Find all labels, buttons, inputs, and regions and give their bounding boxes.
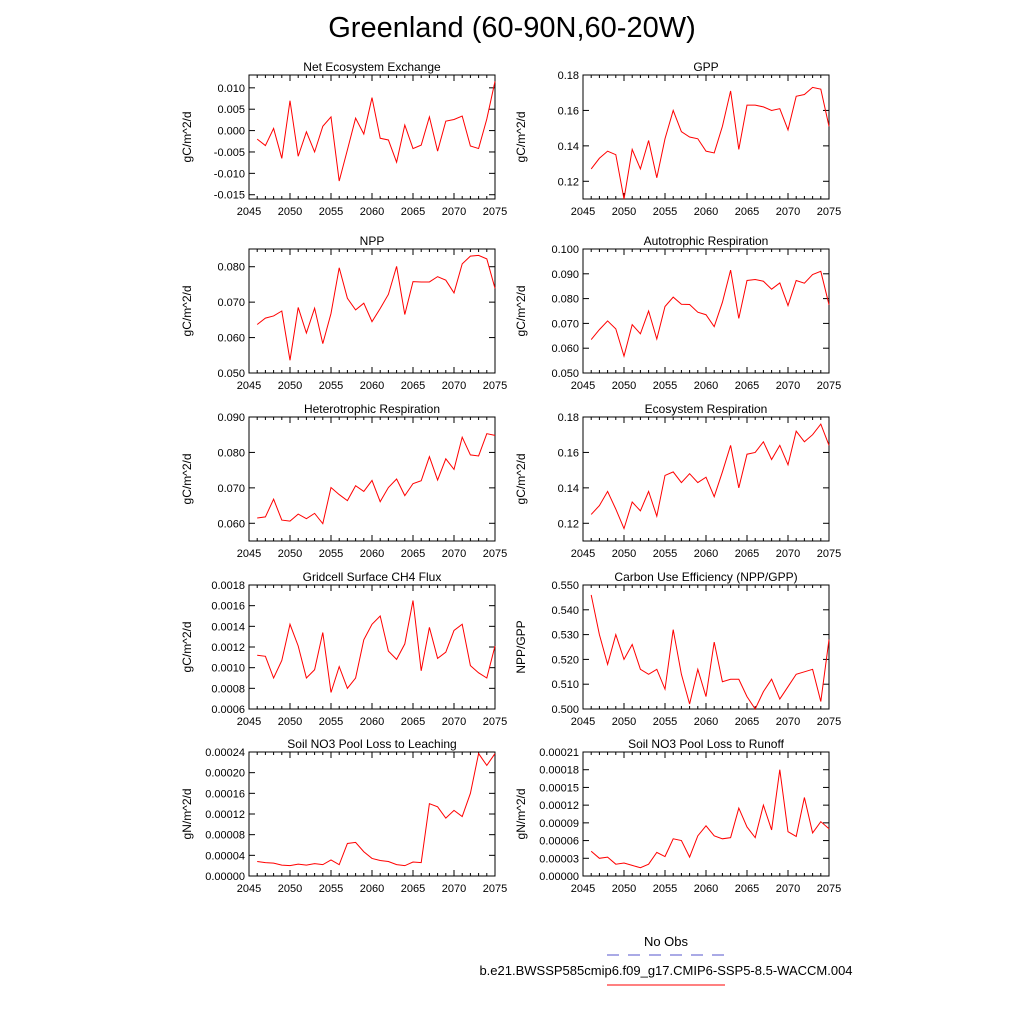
y-tick-label: 0.12: [557, 176, 579, 189]
x-tick-label: 2075: [816, 206, 842, 218]
x-tick-label: 2065: [400, 380, 426, 392]
x-tick-label: 2060: [693, 548, 719, 560]
y-tick-label: 0.090: [217, 412, 245, 424]
y-tick-label: 0.0018: [211, 580, 245, 592]
x-tick-label: 2050: [611, 548, 637, 560]
y-tick-label: 0.060: [551, 343, 579, 356]
chart-panel: [514, 402, 841, 560]
x-tick-label: 2070: [441, 548, 467, 560]
x-tick-label: 2045: [570, 883, 596, 895]
y-tick-label: 0.550: [551, 580, 579, 592]
y-tick-label: 0.0006: [211, 704, 245, 716]
series-line: [257, 754, 495, 866]
x-tick-label: 2075: [482, 883, 508, 895]
y-tick-label: 0.070: [551, 318, 579, 331]
panel-title: Carbon Use Efficiency (NPP/GPP): [614, 570, 798, 584]
x-tick-label: 2075: [816, 716, 842, 728]
y-tick-label: 0.080: [217, 447, 245, 460]
y-tick-label: 0.000: [217, 125, 245, 138]
figure-title: Greenland (60-90N,60-20W): [328, 12, 696, 44]
panel-title: GPP: [693, 60, 719, 74]
chart-panel: [180, 570, 507, 728]
x-tick-label: 2055: [318, 206, 344, 218]
y-tick-label: 0.00020: [205, 767, 245, 780]
y-tick-label: 0.00015: [539, 782, 579, 795]
series-line: [591, 595, 829, 709]
y-tick-label: 0.00012: [539, 800, 579, 813]
chart-panel: [180, 234, 507, 392]
y-axis-label: gN/m^2/d: [514, 788, 528, 840]
x-tick-label: 2075: [482, 206, 508, 218]
x-tick-label: 2050: [277, 548, 303, 560]
y-axis-label: gN/m^2/d: [180, 788, 194, 840]
x-tick-label: 2045: [236, 883, 262, 895]
x-tick-label: 2060: [693, 716, 719, 728]
y-tick-label: 0.00008: [205, 829, 245, 842]
x-tick-label: 2070: [775, 883, 801, 895]
x-tick-label: 2045: [236, 380, 262, 392]
x-tick-label: 2060: [693, 380, 719, 392]
x-tick-label: 2065: [400, 206, 426, 218]
x-tick-label: 2050: [277, 206, 303, 218]
x-tick-label: 2055: [652, 716, 678, 728]
y-axis-label: gC/m^2/d: [180, 111, 194, 163]
chart-panel: [514, 234, 841, 392]
y-tick-label: 0.00000: [205, 871, 245, 883]
y-axis-label: gC/m^2/d: [180, 285, 194, 337]
y-tick-label: 0.090: [551, 268, 579, 281]
series-line: [257, 601, 495, 693]
y-tick-label: 0.050: [217, 368, 245, 380]
panel-title: Ecosystem Respiration: [644, 402, 768, 416]
y-tick-label: 0.00006: [539, 835, 579, 848]
x-tick-label: 2075: [816, 883, 842, 895]
y-tick-label: 0.00004: [205, 850, 245, 863]
x-tick-label: 2070: [775, 380, 801, 392]
x-tick-label: 2055: [318, 548, 344, 560]
panel-title: Heterotrophic Respiration: [303, 402, 441, 416]
x-tick-label: 2075: [816, 548, 842, 560]
x-tick-label: 2045: [236, 716, 262, 728]
panel-title: Soil NO3 Pool Loss to Leaching: [287, 737, 457, 751]
y-axis-label: gC/m^2/d: [514, 285, 528, 337]
series-line: [257, 81, 495, 181]
x-tick-label: 2065: [400, 883, 426, 895]
x-tick-label: 2055: [652, 380, 678, 392]
plot-frame: [583, 249, 829, 373]
plot-frame: [583, 752, 829, 876]
y-axis-label: NPP/GPP: [514, 620, 528, 674]
x-tick-label: 2075: [816, 380, 842, 392]
y-tick-label: 0.540: [551, 604, 579, 617]
x-tick-label: 2055: [652, 206, 678, 218]
legend: [479, 934, 852, 985]
plot-frame: [249, 75, 495, 199]
y-tick-label: 0.0016: [211, 600, 245, 613]
y-tick-label: 0.500: [551, 704, 579, 716]
chart-panel: [514, 570, 841, 728]
series-line: [591, 770, 829, 868]
x-tick-label: 2060: [359, 716, 385, 728]
y-tick-label: 0.100: [551, 244, 579, 256]
x-tick-label: 2050: [611, 206, 637, 218]
y-tick-label: 0.18: [557, 412, 579, 424]
panel-title: Net Ecosystem Exchange: [303, 60, 441, 74]
y-tick-label: 0.510: [551, 679, 579, 692]
x-tick-label: 2045: [570, 380, 596, 392]
x-tick-label: 2070: [775, 716, 801, 728]
x-tick-label: 2050: [277, 380, 303, 392]
y-tick-label: 0.14: [557, 482, 579, 495]
x-tick-label: 2065: [734, 206, 760, 218]
y-tick-label: 0.005: [217, 104, 245, 117]
panel-title: Autotrophic Respiration: [643, 234, 769, 248]
series-line: [591, 270, 829, 356]
x-tick-label: 2075: [482, 380, 508, 392]
x-tick-label: 2075: [482, 548, 508, 560]
x-tick-label: 2060: [359, 883, 385, 895]
plot-frame: [583, 75, 829, 199]
x-tick-label: 2065: [734, 883, 760, 895]
x-tick-label: 2050: [611, 380, 637, 392]
y-tick-label: 0.080: [217, 261, 245, 274]
x-tick-label: 2045: [570, 548, 596, 560]
plot-frame: [249, 249, 495, 373]
panel-title: Soil NO3 Pool Loss to Runoff: [628, 737, 784, 751]
y-axis-label: gC/m^2/d: [514, 453, 528, 505]
x-tick-label: 2055: [652, 548, 678, 560]
panel-title: NPP: [359, 234, 385, 248]
y-tick-label: 0.14: [557, 140, 579, 153]
series-line: [257, 434, 495, 524]
y-tick-label: 0.0010: [211, 662, 245, 675]
legend-case-label: b.e21.BWSSP585cmip6.f09_g17.CMIP6-SSP5-8.5-WACCM.004: [479, 963, 853, 978]
x-tick-label: 2050: [277, 883, 303, 895]
y-tick-label: 0.18: [557, 70, 579, 82]
y-tick-label: 0.070: [217, 297, 245, 310]
x-tick-label: 2045: [570, 716, 596, 728]
x-tick-label: 2065: [734, 716, 760, 728]
chart-panel: [180, 402, 507, 560]
x-tick-label: 2050: [611, 716, 637, 728]
y-tick-label: 0.16: [557, 105, 579, 118]
x-tick-label: 2060: [693, 206, 719, 218]
y-tick-label: 0.12: [557, 518, 579, 531]
y-tick-label: 0.520: [551, 654, 579, 667]
y-tick-label: -0.015: [213, 189, 245, 202]
x-tick-label: 2070: [775, 548, 801, 560]
legend-obs-label: No Obs: [643, 934, 689, 949]
x-tick-label: 2070: [441, 883, 467, 895]
x-tick-label: 2075: [482, 716, 508, 728]
x-tick-label: 2050: [277, 716, 303, 728]
x-tick-label: 2070: [441, 716, 467, 728]
x-tick-label: 2065: [734, 380, 760, 392]
plot-frame: [249, 417, 495, 541]
x-tick-label: 2045: [236, 548, 262, 560]
y-tick-label: -0.005: [213, 146, 245, 159]
series-line: [591, 424, 829, 529]
x-tick-label: 2060: [359, 206, 385, 218]
x-tick-label: 2055: [318, 883, 344, 895]
chart-panel: [180, 737, 507, 895]
y-tick-label: 0.00021: [539, 747, 579, 759]
series-line: [591, 87, 829, 199]
y-tick-label: 0.00018: [539, 764, 579, 777]
x-tick-label: 2055: [652, 883, 678, 895]
y-tick-label: 0.00009: [539, 817, 579, 830]
y-tick-label: 0.00003: [539, 853, 579, 866]
plot-frame: [249, 585, 495, 709]
y-tick-label: 0.080: [551, 293, 579, 306]
x-tick-label: 2070: [441, 380, 467, 392]
y-tick-label: 0.0012: [211, 642, 245, 654]
y-tick-label: 0.530: [551, 629, 579, 642]
y-tick-label: 0.0008: [211, 683, 245, 696]
y-tick-label: 0.070: [217, 482, 245, 495]
x-tick-label: 2045: [236, 206, 262, 218]
y-tick-label: 0.00000: [539, 871, 579, 883]
chart-panel: [514, 60, 841, 218]
y-tick-label: 0.060: [217, 518, 245, 531]
x-tick-label: 2070: [775, 206, 801, 218]
x-tick-label: 2050: [611, 883, 637, 895]
x-tick-label: 2070: [441, 206, 467, 218]
y-tick-label: 0.00016: [205, 788, 245, 801]
series-line: [257, 255, 495, 360]
chart-panel: [180, 60, 507, 218]
y-tick-label: 0.00012: [205, 809, 245, 821]
y-tick-label: 0.0014: [211, 621, 245, 634]
x-tick-label: 2045: [570, 206, 596, 218]
x-tick-label: 2060: [359, 380, 385, 392]
chart-panel: [514, 737, 841, 895]
y-axis-label: gC/m^2/d: [180, 621, 194, 673]
y-axis-label: gC/m^2/d: [514, 111, 528, 163]
y-tick-label: 0.050: [551, 368, 579, 380]
x-tick-label: 2065: [400, 716, 426, 728]
plot-frame: [583, 417, 829, 541]
x-tick-label: 2055: [318, 716, 344, 728]
x-tick-label: 2060: [693, 883, 719, 895]
y-tick-label: 0.16: [557, 447, 579, 460]
y-tick-label: -0.010: [213, 168, 245, 181]
x-tick-label: 2055: [318, 380, 344, 392]
panel-title: Gridcell Surface CH4 Flux: [302, 570, 442, 584]
x-tick-label: 2060: [359, 548, 385, 560]
y-tick-label: 0.060: [217, 332, 245, 345]
x-tick-label: 2065: [734, 548, 760, 560]
y-tick-label: 0.00024: [205, 747, 245, 759]
x-tick-label: 2065: [400, 548, 426, 560]
y-tick-label: 0.010: [217, 82, 245, 95]
y-axis-label: gC/m^2/d: [180, 453, 194, 505]
